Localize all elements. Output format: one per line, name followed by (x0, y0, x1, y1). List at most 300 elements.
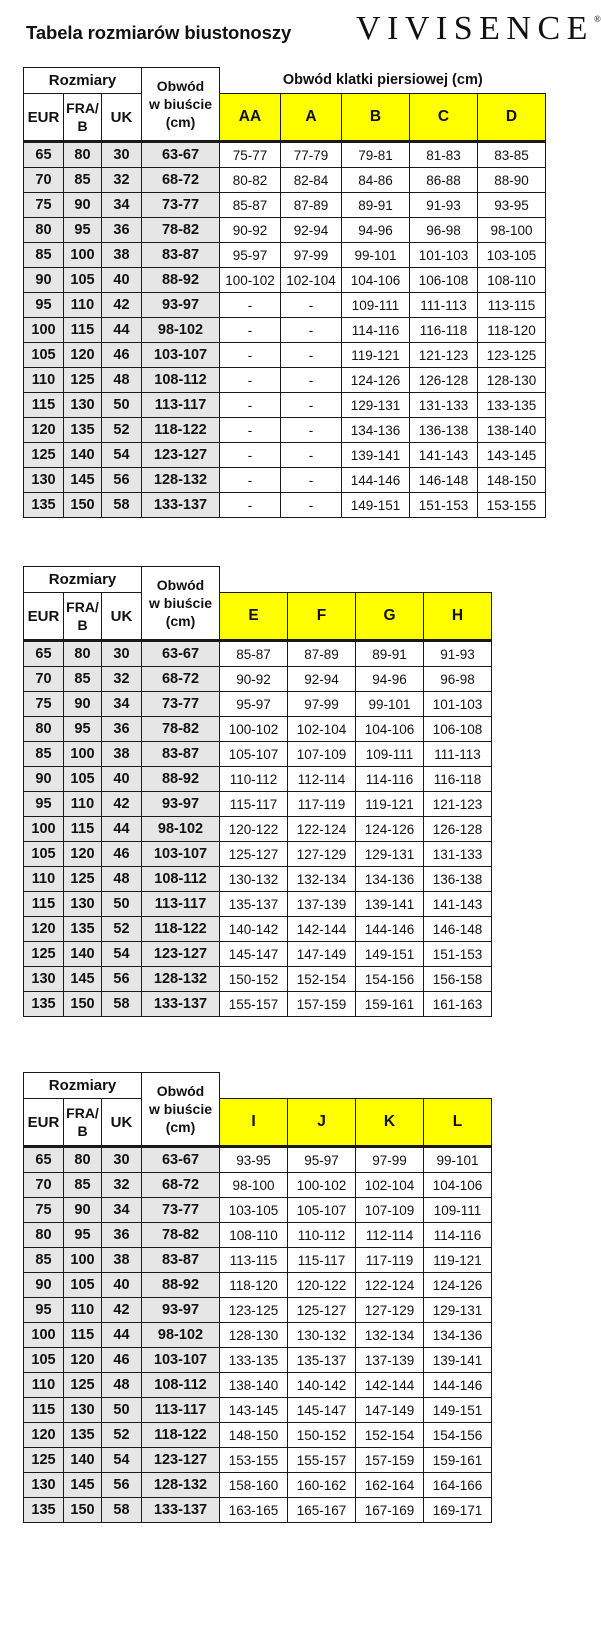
cell-chest-range: 104-106 (424, 1173, 492, 1198)
cell-chest-range: 90-92 (220, 218, 281, 243)
table-row (24, 817, 492, 842)
cell-chest-range: 121-123 (410, 343, 478, 368)
cell-uk: 34 (102, 193, 142, 218)
cup-header: K (356, 1099, 424, 1147)
cell-eur: 70 (24, 168, 64, 193)
header-row-bottom (24, 593, 492, 641)
cell-fra: 130 (64, 892, 102, 917)
cell-chest-range: 84-86 (342, 168, 410, 193)
header-fra-line: FRA/ (66, 1105, 99, 1121)
cell-chest-range: 140-142 (288, 1373, 356, 1398)
cell-chest-range: 105-107 (288, 1198, 356, 1223)
cell-eur: 80 (24, 218, 64, 243)
cup-header: AA (220, 94, 281, 142)
cell-uk: 34 (102, 1198, 142, 1223)
cell-eur: 120 (24, 917, 64, 942)
cell-chest-range: 89-91 (356, 641, 424, 667)
cell-chest-range: 130-132 (288, 1323, 356, 1348)
cell-chest-range: 110-112 (220, 767, 288, 792)
cell-chest-range: 82-84 (281, 168, 342, 193)
cell-fra: 110 (64, 1298, 102, 1323)
cell-chest-range: - (220, 318, 281, 343)
header-eur: EUR (24, 593, 64, 641)
cell-chest-range: 137-139 (356, 1348, 424, 1373)
table-row (24, 692, 492, 717)
header-rozmiary: Rozmiary (24, 567, 142, 593)
cell-bust: 113-117 (142, 393, 220, 418)
cell-chest-range: 141-143 (410, 443, 478, 468)
cell-chest-range: 86-88 (410, 168, 478, 193)
cell-chest-range: 114-116 (356, 767, 424, 792)
table-row (24, 193, 546, 218)
cup-header: G (356, 593, 424, 641)
table-row (24, 1248, 492, 1273)
cell-fra: 115 (64, 1323, 102, 1348)
cell-chest-range: 143-145 (220, 1398, 288, 1423)
cell-bust: 88-92 (142, 1273, 220, 1298)
header-b-line: B (77, 617, 88, 633)
cell-uk: 40 (102, 767, 142, 792)
cell-chest-range: - (281, 443, 342, 468)
cell-bust: 78-82 (142, 717, 220, 742)
table-row (24, 1298, 492, 1323)
cell-fra: 145 (64, 468, 102, 493)
cell-uk: 34 (102, 692, 142, 717)
cell-bust: 83-87 (142, 1248, 220, 1273)
cell-chest-range: 108-110 (220, 1223, 288, 1248)
cell-chest-range: 120-122 (220, 817, 288, 842)
cell-chest-range: 99-101 (356, 692, 424, 717)
cell-bust: 103-107 (142, 343, 220, 368)
cell-uk: 32 (102, 1173, 142, 1198)
cell-eur: 80 (24, 1223, 64, 1248)
cell-eur: 115 (24, 892, 64, 917)
table-row (24, 293, 546, 318)
cell-chest-range: 125-127 (220, 842, 288, 867)
cell-chest-range: 129-131 (356, 842, 424, 867)
header-row-bottom (24, 94, 546, 142)
table-row (24, 792, 492, 817)
cell-chest-range: 129-131 (424, 1298, 492, 1323)
cell-bust: 63-67 (142, 641, 220, 667)
cell-uk: 54 (102, 1448, 142, 1473)
cell-chest-range: 88-90 (478, 168, 546, 193)
cell-chest-range: 153-155 (220, 1448, 288, 1473)
cell-bust: 133-137 (142, 1498, 220, 1523)
size-table-cups-i-l (23, 1072, 492, 1523)
cell-eur: 110 (24, 368, 64, 393)
cell-chest-range: 142-144 (288, 917, 356, 942)
table-header (24, 567, 492, 641)
cell-chest-range: 77-79 (281, 142, 342, 168)
cell-chest-range: 125-127 (288, 1298, 356, 1323)
cell-uk: 58 (102, 992, 142, 1017)
brand-name: VIVISENCE (356, 10, 594, 47)
cell-bust: 108-112 (142, 1373, 220, 1398)
cell-uk: 30 (102, 1147, 142, 1173)
cell-chest-range: 99-101 (424, 1147, 492, 1173)
cell-eur: 75 (24, 1198, 64, 1223)
cell-chest-range: 121-123 (424, 792, 492, 817)
cell-chest-range: - (220, 393, 281, 418)
cell-chest-range: 124-126 (356, 817, 424, 842)
cell-chest-range: - (220, 368, 281, 393)
cell-chest-range: 145-147 (288, 1398, 356, 1423)
cell-chest-range: 139-141 (342, 443, 410, 468)
cell-chest-range: 144-146 (424, 1373, 492, 1398)
cell-eur: 95 (24, 293, 64, 318)
cell-uk: 50 (102, 892, 142, 917)
cell-chest-range: 131-133 (410, 393, 478, 418)
cell-chest-range: 155-157 (220, 992, 288, 1017)
cell-chest-range: 92-94 (288, 667, 356, 692)
cell-eur: 70 (24, 667, 64, 692)
cell-chest-range: 142-144 (356, 1373, 424, 1398)
cell-fra: 115 (64, 817, 102, 842)
cell-chest-range: 150-152 (288, 1423, 356, 1448)
cell-chest-range: 134-136 (356, 867, 424, 892)
cell-chest-range: 112-114 (288, 767, 356, 792)
header-eur: EUR (24, 1099, 64, 1147)
table-row (24, 892, 492, 917)
cell-eur: 125 (24, 443, 64, 468)
cell-fra: 85 (64, 667, 102, 692)
cell-chest-range: 116-118 (424, 767, 492, 792)
cell-chest-range: - (220, 293, 281, 318)
cell-chest-range: 147-149 (356, 1398, 424, 1423)
cell-fra: 125 (64, 1373, 102, 1398)
cell-chest-range: 107-109 (356, 1198, 424, 1223)
cell-chest-range: 159-161 (424, 1448, 492, 1473)
cell-bust: 73-77 (142, 1198, 220, 1223)
cell-chest-range: - (281, 318, 342, 343)
table-row (24, 1348, 492, 1373)
cell-eur: 85 (24, 1248, 64, 1273)
cell-eur: 100 (24, 817, 64, 842)
cell-uk: 36 (102, 717, 142, 742)
cup-header: L (424, 1099, 492, 1147)
cell-fra: 135 (64, 917, 102, 942)
cell-bust: 118-122 (142, 418, 220, 443)
cell-chest-range: - (281, 343, 342, 368)
size-table (23, 1072, 492, 1523)
cell-bust: 133-137 (142, 992, 220, 1017)
header-obwod-line: (cm) (165, 1119, 196, 1135)
cell-bust: 93-97 (142, 1298, 220, 1323)
cell-chest-range: 147-149 (288, 942, 356, 967)
cell-chest-range: 96-98 (410, 218, 478, 243)
cell-bust: 123-127 (142, 1448, 220, 1473)
cell-chest-range: 151-153 (410, 493, 478, 518)
cell-uk: 42 (102, 1298, 142, 1323)
cell-uk: 36 (102, 1223, 142, 1248)
cell-chest-range: 114-116 (342, 318, 410, 343)
brand-logo (356, 10, 601, 48)
table-row (24, 468, 546, 493)
cell-fra: 115 (64, 318, 102, 343)
cell-bust: 98-102 (142, 817, 220, 842)
cell-uk: 36 (102, 218, 142, 243)
cell-bust: 103-107 (142, 842, 220, 867)
cell-fra: 110 (64, 293, 102, 318)
cell-chest-range: 94-96 (356, 667, 424, 692)
header-row-top (24, 68, 546, 94)
cell-chest-range: - (281, 368, 342, 393)
size-table-cups-aa-d (23, 67, 546, 518)
cell-fra: 110 (64, 792, 102, 817)
cell-bust: 98-102 (142, 1323, 220, 1348)
table-row (24, 867, 492, 892)
cell-bust: 63-67 (142, 142, 220, 168)
table-row (24, 393, 546, 418)
cell-chest-range: 111-113 (410, 293, 478, 318)
header-obwod-line: w biuście (148, 1101, 213, 1117)
cell-chest-range: 123-125 (478, 343, 546, 368)
cell-eur: 95 (24, 792, 64, 817)
cell-eur: 115 (24, 393, 64, 418)
table-row (24, 218, 546, 243)
table-row (24, 1198, 492, 1223)
cell-chest-range: 91-93 (424, 641, 492, 667)
cell-bust: 113-117 (142, 1398, 220, 1423)
cell-bust: 133-137 (142, 493, 220, 518)
header-obwod-w-biuscie (142, 1073, 220, 1147)
cell-chest-range: 97-99 (356, 1147, 424, 1173)
cell-uk: 40 (102, 1273, 142, 1298)
cell-chest-range: 92-94 (281, 218, 342, 243)
table-row (24, 368, 546, 393)
cell-chest-range: 140-142 (220, 917, 288, 942)
cell-chest-range: 138-140 (220, 1373, 288, 1398)
cell-eur: 85 (24, 243, 64, 268)
cell-uk: 48 (102, 867, 142, 892)
cell-chest-range: 109-111 (424, 1198, 492, 1223)
cell-bust: 73-77 (142, 692, 220, 717)
cell-uk: 38 (102, 742, 142, 767)
cell-chest-range: 115-117 (220, 792, 288, 817)
cell-uk: 52 (102, 917, 142, 942)
cell-bust: 108-112 (142, 368, 220, 393)
cell-chest-range: 117-119 (356, 1248, 424, 1273)
cell-fra: 100 (64, 1248, 102, 1273)
cell-chest-range: 156-158 (424, 967, 492, 992)
cell-bust: 128-132 (142, 1473, 220, 1498)
cell-chest-range: 131-133 (424, 842, 492, 867)
cell-chest-range: 124-126 (424, 1273, 492, 1298)
table-row (24, 1398, 492, 1423)
cell-eur: 130 (24, 1473, 64, 1498)
table-row (24, 268, 546, 293)
table-row (24, 992, 492, 1017)
cell-chest-range: 101-103 (424, 692, 492, 717)
table-row (24, 967, 492, 992)
cell-chest-range: 123-125 (220, 1298, 288, 1323)
cell-uk: 42 (102, 293, 142, 318)
cell-chest-range: 111-113 (424, 742, 492, 767)
cell-fra: 105 (64, 767, 102, 792)
cell-chest-range: 126-128 (410, 368, 478, 393)
cell-chest-range: 112-114 (356, 1223, 424, 1248)
table-row (24, 1423, 492, 1448)
cell-chest-range: 75-77 (220, 142, 281, 168)
table-row (24, 1323, 492, 1348)
cell-chest-range: 150-152 (220, 967, 288, 992)
cell-chest-range: 128-130 (220, 1323, 288, 1348)
header-obwod-line: (cm) (165, 613, 196, 629)
table-header (24, 68, 546, 142)
cell-eur: 90 (24, 1273, 64, 1298)
cell-eur: 105 (24, 1348, 64, 1373)
table-row (24, 641, 492, 667)
cup-header: I (220, 1099, 288, 1147)
cell-chest-range: 152-154 (288, 967, 356, 992)
header-obwod-line: Obwód (156, 78, 205, 94)
table-row (24, 443, 546, 468)
table-row (24, 1273, 492, 1298)
cell-chest-range: 149-151 (424, 1398, 492, 1423)
cell-chest-range: 157-159 (356, 1448, 424, 1473)
cell-fra: 95 (64, 1223, 102, 1248)
cell-chest-range: 165-167 (288, 1498, 356, 1523)
cell-chest-range: 87-89 (281, 193, 342, 218)
cell-chest-range: 113-115 (478, 293, 546, 318)
cell-chest-range: - (220, 343, 281, 368)
cell-chest-range: 127-129 (356, 1298, 424, 1323)
table-row (24, 1498, 492, 1523)
cell-chest-range: 139-141 (424, 1348, 492, 1373)
cup-header: D (478, 94, 546, 142)
cell-bust: 83-87 (142, 742, 220, 767)
header-empty (220, 1073, 492, 1099)
cell-uk: 46 (102, 343, 142, 368)
table-row (24, 1448, 492, 1473)
cell-chest-range: 89-91 (342, 193, 410, 218)
cell-bust: 88-92 (142, 767, 220, 792)
header-rozmiary: Rozmiary (24, 1073, 142, 1099)
cell-chest-range: 98-100 (478, 218, 546, 243)
cell-chest-range: 87-89 (288, 641, 356, 667)
header-obwod-w-biuscie (142, 567, 220, 641)
cell-bust: 118-122 (142, 1423, 220, 1448)
cell-fra: 120 (64, 842, 102, 867)
cell-chest-range: 149-151 (356, 942, 424, 967)
cell-fra: 130 (64, 1398, 102, 1423)
cell-eur: 100 (24, 1323, 64, 1348)
header-obwod-line: w biuście (148, 595, 213, 611)
cell-bust: 98-102 (142, 318, 220, 343)
cell-bust: 128-132 (142, 967, 220, 992)
header-uk: UK (102, 1099, 142, 1147)
cell-bust: 78-82 (142, 1223, 220, 1248)
cell-fra: 140 (64, 1448, 102, 1473)
cell-chest-range: 107-109 (288, 742, 356, 767)
cell-chest-range: 103-105 (220, 1198, 288, 1223)
cell-fra: 140 (64, 942, 102, 967)
cell-uk: 48 (102, 1373, 142, 1398)
cell-chest-range: 109-111 (342, 293, 410, 318)
cell-chest-range: 159-161 (356, 992, 424, 1017)
cell-chest-range: 152-154 (356, 1423, 424, 1448)
header-obwod-line: (cm) (165, 114, 196, 130)
cell-chest-range: 128-130 (478, 368, 546, 393)
cell-chest-range: 97-99 (281, 243, 342, 268)
table-row (24, 168, 546, 193)
cup-header: H (424, 593, 492, 641)
table-body (24, 641, 492, 1017)
cell-chest-range: 154-156 (356, 967, 424, 992)
cell-chest-range: - (281, 418, 342, 443)
table-row (24, 1223, 492, 1248)
registered-mark: ® (593, 14, 601, 24)
cell-chest-range: 139-141 (356, 892, 424, 917)
cell-chest-range: 95-97 (220, 243, 281, 268)
cell-chest-range: 144-146 (342, 468, 410, 493)
cell-chest-range: 132-134 (288, 867, 356, 892)
cell-chest-range: 122-124 (356, 1273, 424, 1298)
cell-fra: 80 (64, 1147, 102, 1173)
cup-header: F (288, 593, 356, 641)
cell-bust: 128-132 (142, 468, 220, 493)
cell-chest-range: 129-131 (342, 393, 410, 418)
cell-fra: 150 (64, 1498, 102, 1523)
cell-eur: 75 (24, 193, 64, 218)
cell-chest-range: 102-104 (281, 268, 342, 293)
cell-chest-range: 124-126 (342, 368, 410, 393)
cell-chest-range: 85-87 (220, 193, 281, 218)
cell-chest-range: 138-140 (478, 418, 546, 443)
cell-fra: 100 (64, 742, 102, 767)
cup-header: B (342, 94, 410, 142)
cell-chest-range: 122-124 (288, 817, 356, 842)
header-rozmiary: Rozmiary (24, 68, 142, 94)
cell-uk: 46 (102, 842, 142, 867)
cell-fra: 120 (64, 1348, 102, 1373)
cell-chest-range: 100-102 (288, 1173, 356, 1198)
cell-uk: 40 (102, 268, 142, 293)
table-row (24, 667, 492, 692)
table-row (24, 318, 546, 343)
cell-chest-range: 93-95 (478, 193, 546, 218)
table-row (24, 142, 546, 168)
cell-chest-range: 146-148 (424, 917, 492, 942)
cell-chest-range: 96-98 (424, 667, 492, 692)
cell-bust: 68-72 (142, 667, 220, 692)
cell-chest-range: 80-82 (220, 168, 281, 193)
cell-eur: 135 (24, 1498, 64, 1523)
cell-bust: 118-122 (142, 917, 220, 942)
cell-eur: 130 (24, 967, 64, 992)
cell-eur: 85 (24, 742, 64, 767)
cell-uk: 58 (102, 493, 142, 518)
cell-eur: 100 (24, 318, 64, 343)
cell-eur: 130 (24, 468, 64, 493)
header-row-top (24, 1073, 492, 1099)
cell-uk: 44 (102, 1323, 142, 1348)
cell-uk: 52 (102, 1423, 142, 1448)
cell-eur: 110 (24, 867, 64, 892)
cell-bust: 63-67 (142, 1147, 220, 1173)
cup-header: A (281, 94, 342, 142)
cell-chest-range: 113-115 (220, 1248, 288, 1273)
cell-bust: 108-112 (142, 867, 220, 892)
cell-uk: 46 (102, 1348, 142, 1373)
cell-fra: 145 (64, 1473, 102, 1498)
cell-eur: 135 (24, 493, 64, 518)
size-table-cups-e-h (23, 566, 492, 1017)
cell-chest-range: - (220, 493, 281, 518)
cell-uk: 38 (102, 1248, 142, 1273)
cell-eur: 105 (24, 343, 64, 368)
